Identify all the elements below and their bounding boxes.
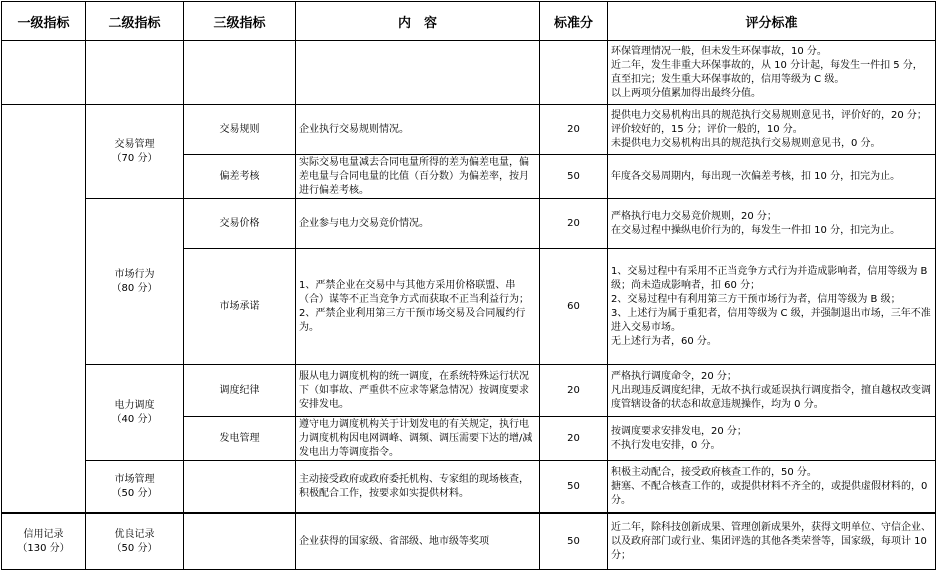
criteria-market-commit: 1、交易过程中有采用不正当竞争方式行为并造成影响者，信用等级为 B 级；尚未造成影响者，扣 60 分； 2、交易过程中有利用第三方干预市场行为者，信用等级为 B 级； 3、上述行为属于重犯者，信用等级为 C 级，并强制退出市场，三年不准进入交易市场。 无上述行为者，60 分。 (608, 249, 936, 365)
level3-cell-empty (184, 461, 296, 513)
criteria-deviation: 年度各交易周期内，每出现一次偏差考核，扣 10 分，扣完为止。 (608, 155, 936, 199)
standard-market-mgmt: 50 (540, 461, 608, 513)
content-trade-rules: 企业执行交易规则情况。 (296, 105, 540, 155)
header-criteria: 评分标准 (608, 2, 936, 41)
level2-market-mgmt: 市场管理 （50 分） (86, 461, 184, 513)
content-market-commit: 1、严禁企业在交易中与其他方采用价格联盟、串（合）谋等不正当竞争方式而获取不正当利益行为； 2、严禁企业利用第三方干预市场交易及合同履约行为。 (296, 249, 540, 365)
table-row (2, 514, 936, 570)
level1-cell-market (2, 105, 86, 513)
content-good-record: 企业获得的国家级、省部级、地市级等奖项 (296, 514, 540, 570)
criteria-trade-price: 严格执行电力交易竞价规则，20 分； 在交易过程中操纵电价行为的，每发生一件扣 10 分，扣完为止。 (608, 199, 936, 249)
level3-trade-price: 交易价格 (184, 199, 296, 249)
evaluation-table (1, 1, 936, 513)
standard-deviation: 50 (540, 155, 608, 199)
criteria-good-record: 近二年，除科技创新成果、管理创新成果外，获得文明单位、守信企业、以及政府部门或行业、集团评选的其他各类荣誉等，国家级，每项计 10 分； (608, 514, 936, 570)
criteria-gen-mgmt: 按调度要求安排发电，20 分； 不执行发电安排，0 分。 (608, 417, 936, 461)
header-level2: 二级指标 (86, 2, 184, 41)
level3-market-commit: 市场承诺 (184, 249, 296, 365)
level2-cell-empty (86, 41, 184, 105)
level1-credit-record: 信用记录 （130 分） (2, 514, 86, 570)
level2-power-dispatch: 电力调度 （40 分） (86, 365, 184, 461)
standard-gen-mgmt: 20 (540, 417, 608, 461)
standard-market-commit: 60 (540, 249, 608, 365)
standard-trade-price: 20 (540, 199, 608, 249)
content-dispatch-discipline: 服从电力调度机构的统一调度，在系统特殊运行状况下（如事故、严重供不应求等紧急情况）按调度要求安排发电。 (296, 365, 540, 417)
standard-trade-rules: 20 (540, 105, 608, 155)
content-market-mgmt: 主动接受政府或政府委托机构、专家组的现场核查，积极配合工作，按要求如实提供材料。 (296, 461, 540, 513)
content-trade-price: 企业参与电力交易竞价情况。 (296, 199, 540, 249)
level3-deviation: 偏差考核 (184, 155, 296, 199)
header-standard-score: 标准分 (540, 2, 608, 41)
standard-good-record: 50 (540, 514, 608, 570)
standard-cell-empty (540, 41, 608, 105)
standard-dispatch-discipline: 20 (540, 365, 608, 417)
level3-cell-empty (184, 41, 296, 105)
header-row (2, 2, 936, 41)
table-row (2, 199, 936, 249)
header-level3: 三级指标 (184, 2, 296, 41)
content-gen-mgmt: 遵守电力调度机构关于计划发电的有关规定，执行电力调度机构因电网调峰、调频、调压需要下达的增/减发电出力等调度指令。 (296, 417, 540, 461)
criteria-cell: 环保管理情况一般，但未发生环保事故，10 分。 近二年，发生非重大环保事故的，从 10 分计起，每发生一件扣 5 分，直至扣完；发生重大环保事故的，信用等级为 C 级。 以上两项分值累加得出最终分值。 (608, 41, 936, 105)
level3-gen-mgmt: 发电管理 (184, 417, 296, 461)
level2-trade-mgmt: 交易管理 （70 分） (86, 105, 184, 199)
level3-cell-empty (184, 514, 296, 570)
level2-market-behavior: 市场行为 （80 分） (86, 199, 184, 365)
table-row (2, 365, 936, 417)
header-content: 内 容 (296, 2, 540, 41)
level3-dispatch-discipline: 调度纪律 (184, 365, 296, 417)
content-deviation: 实际交易电量减去合同电量所得的差为偏差电量，偏差电量与合同电量的比值（百分数）为偏差率，按月进行偏差考核。 (296, 155, 540, 199)
criteria-trade-rules: 提供电力交易机构出具的规范执行交易规则意见书，评价好的，20 分；评价较好的，15 分；评价一般的，10 分。 未提供电力交易机构出具的规范执行交易规则意见书，0 分。 (608, 105, 936, 155)
table-row (2, 461, 936, 513)
header-level1: 一级指标 (2, 2, 86, 41)
credit-record-table (1, 513, 936, 570)
content-cell-empty (296, 41, 540, 105)
criteria-market-mgmt: 积极主动配合，接受政府核查工作的，50 分。 搪塞、不配合核查工作的，或提供材料不齐全的，或提供虚假材料的，0 分。 (608, 461, 936, 513)
table-row (2, 105, 936, 155)
level2-good-record: 优良记录 （50 分） (86, 514, 184, 570)
level1-cell-empty (2, 41, 86, 105)
level3-trade-rules: 交易规则 (184, 105, 296, 155)
criteria-dispatch-discipline: 严格执行调度命令，20 分； 凡出现违反调度纪律，无故不执行或延误执行调度指令，擅自越权改变调度管辖设备的状态和故意违规操作，均为 0 分。 (608, 365, 936, 417)
table-row (2, 41, 936, 105)
